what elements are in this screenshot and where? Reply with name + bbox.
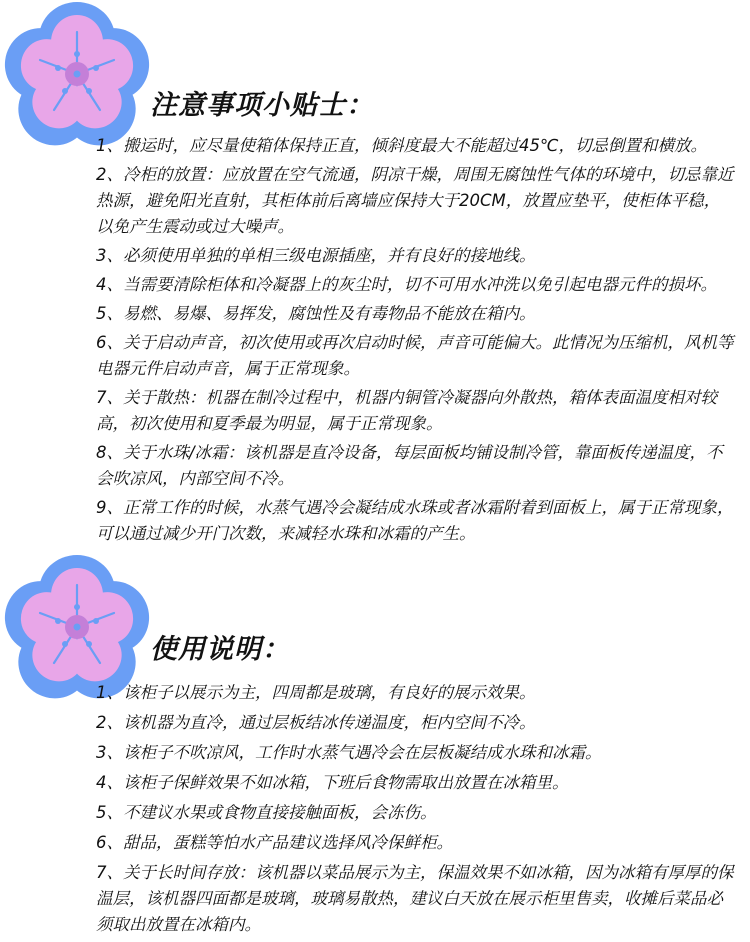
list-item: 2、冷柜的放置：应放置在空气流通，阴凉干燥，周围无腐蚀性气体的环境中，切忌靠近热源，避免阳光直射，其柜体前后离墙应保持大于20CM，放置应垫平，使柜体平稳，以免产生震动或过大噪声。: [96, 165, 734, 236]
list-item: 1、该柜子以展示为主，四周都是玻璃，有良好的展示效果。: [96, 683, 536, 702]
list-item: 7、关于长时间存放：该机器以菜品展示为主，保温效果不如冰箱，因为冰箱有厚厚的保温层，该机器四面都是玻璃，玻璃易散热，建议白天放在展示柜里售卖，收摊后菜品必须取出放置在冰箱内。: [96, 863, 734, 934]
precautions-list: [96, 133, 736, 550]
list-item: 4、当需要清除柜体和冷凝器上的灰尘时，切不可用水冲洗以免引起电器元件的损坏。: [96, 275, 717, 294]
list-item: 2、该机器为直冷，通过层板结冰传递温度，柜内空间不冷。: [96, 713, 536, 732]
list-item: 5、不建议水果或食物直接接触面板，会冻伤。: [96, 803, 437, 822]
list-item: 6、甜品，蛋糕等怕水产品建议选择风冷保鲜柜。: [96, 833, 453, 852]
list-item: 7、关于散热：机器在制冷过程中，机器内铜管冷凝器向外散热，箱体表面温度相对较高，初次使用和夏季最为明显，属于正常现象。: [96, 388, 717, 433]
usage-section: [0, 565, 750, 934]
list-item: 8、关于水珠/冰霜：该机器是直冷设备，每层面板均铺设制冷管，靠面板传递温度，不会吹凉风，内部空间不冷。: [96, 443, 723, 488]
flower-icon: [2, 2, 152, 152]
list-item: 3、该柜子不吹凉风，工作时水蒸气遇冷会在层板凝结成水珠和冰霜。: [96, 743, 602, 762]
precautions-heading: 注意事项小贴士：: [150, 90, 374, 121]
list-item: 9、正常工作的时候，水蒸气遇冷会凝结成水珠或者冰霜附着到面板上，属于正常现象，可以通过减少开门次数，来减轻水珠和冰霜的产生。: [96, 498, 734, 543]
list-item: 4、该柜子保鲜效果不如冰箱，下班后食物需取出放置在冰箱里。: [96, 773, 569, 792]
list-item: 6、关于启动声音，初次使用或再次启动时候，声音可能偏大。此情况为压缩机，风机等电器元件启动声音，属于正常现象。: [96, 333, 734, 378]
list-item: 1、搬运时，应尽量使箱体保持正直，倾斜度最大不能超过45℃，切忌倒置和横放。: [96, 136, 708, 155]
usage-list: [96, 680, 736, 942]
list-item: 3、必须使用单独的单相三级电源插座，并有良好的接地线。: [96, 246, 536, 265]
usage-heading: 使用说明：: [150, 634, 290, 665]
list-item: 5、易燃、易爆、易挥发，腐蚀性及有毒物品不能放在箱内。: [96, 304, 536, 323]
